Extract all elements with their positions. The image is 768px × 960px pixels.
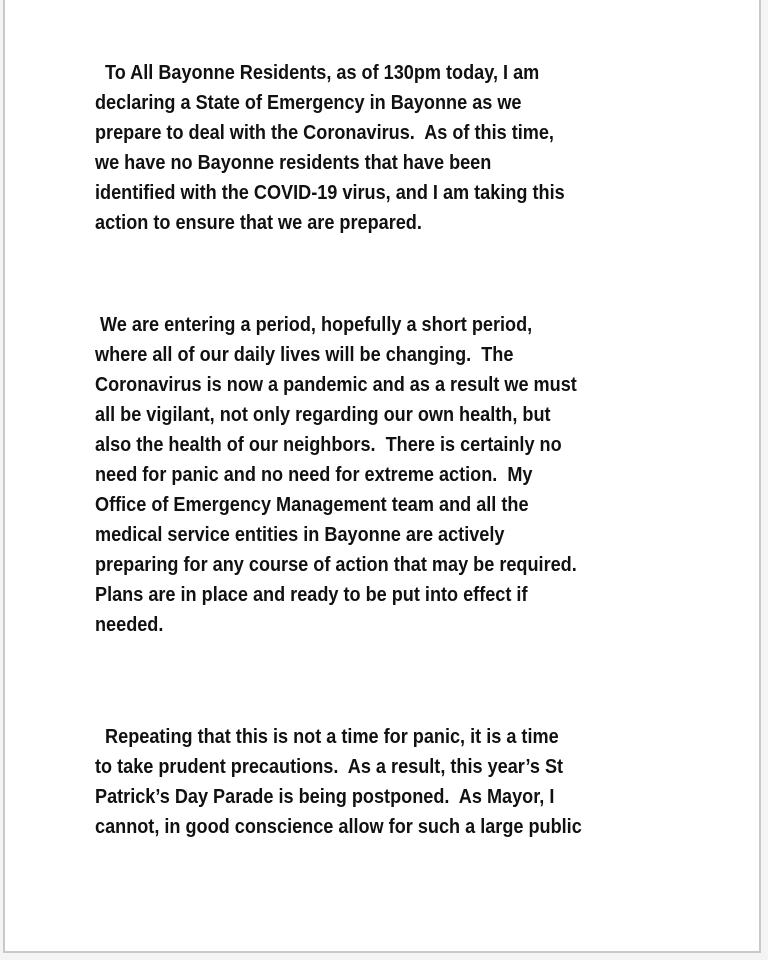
text-line: to take prudent precautions. As a result, this year’s St — [95, 756, 564, 778]
text-line: medical service entities in Bayonne are actively — [95, 524, 505, 546]
text-line: action to ensure that we are prepared. — [95, 212, 422, 234]
text-line: needed. — [95, 614, 164, 636]
text-line: prepare to deal with the Coronavirus. As of this time, — [95, 122, 554, 144]
text-line: cannot, in good conscience allow for such a large public — [95, 816, 582, 838]
text-line: Repeating that this is not a time for panic, it is a time — [95, 726, 559, 748]
text-line: where all of our daily lives will be changing. The — [95, 344, 514, 366]
text-line: To All Bayonne Residents, as of 130pm today, I am — [95, 62, 540, 84]
text-line: also the health of our neighbors. There is certainly no — [95, 434, 562, 456]
text-line: Coronavirus is now a pandemic and as a result we must — [95, 374, 577, 396]
text-line: identified with the COVID-19 virus, and I am taking this — [95, 182, 565, 204]
text-line: preparing for any course of action that may be required. — [95, 554, 577, 576]
document-page — [3, 0, 761, 953]
paragraph-pandemic-preparation — [95, 310, 627, 640]
paragraph-parade-postponed — [95, 722, 633, 842]
text-line: Plans are in place and ready to be put into effect if — [95, 584, 528, 606]
text-line: declaring a State of Emergency in Bayonne as we — [95, 92, 522, 114]
paragraph-state-of-emergency — [95, 58, 614, 238]
text-line: all be vigilant, not only regarding our own health, but — [95, 404, 551, 426]
text-line: need for panic and no need for extreme action. My — [95, 464, 533, 486]
text-line: We are entering a period, hopefully a short period, — [95, 314, 533, 336]
text-line: we have no Bayonne residents that have been — [95, 152, 492, 174]
text-line: Patrick’s Day Parade is being postponed. As Mayor, I — [95, 786, 555, 808]
text-line: Office of Emergency Management team and all the — [95, 494, 529, 516]
